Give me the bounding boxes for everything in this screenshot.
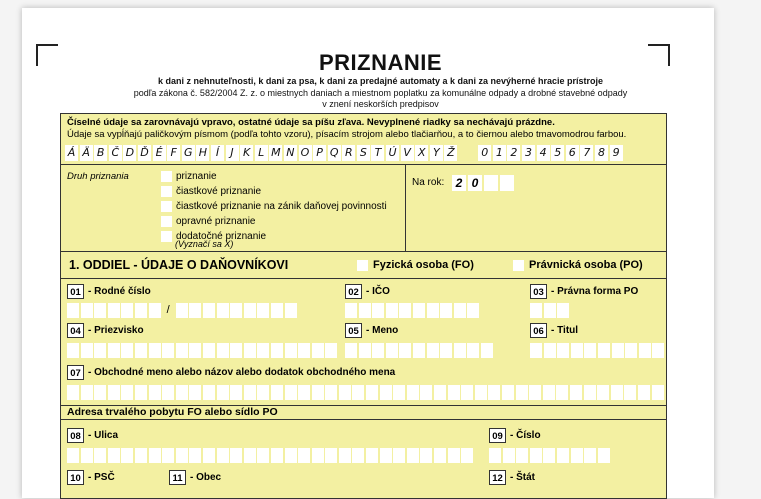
sample-char: Q — [328, 145, 341, 161]
input-cell[interactable] — [230, 448, 242, 463]
input-cell[interactable] — [285, 448, 297, 463]
input-cell[interactable] — [325, 448, 337, 463]
input-cell[interactable] — [121, 385, 133, 400]
sample-char: T — [371, 145, 384, 161]
sample-char: B — [94, 145, 107, 161]
input-cell[interactable] — [108, 385, 120, 400]
field-03-label — [530, 284, 638, 299]
input-cell[interactable] — [611, 385, 623, 400]
input-cell[interactable] — [557, 343, 569, 358]
sample-characters — [65, 145, 624, 161]
checkbox[interactable] — [513, 260, 524, 271]
cislo-input[interactable] — [489, 448, 611, 463]
input-cell[interactable] — [94, 343, 106, 358]
field-number: 02 — [345, 284, 362, 299]
input-cell[interactable] — [244, 343, 256, 358]
input-cell[interactable] — [189, 385, 201, 400]
sample-char: Ď — [138, 145, 151, 161]
input-cell[interactable] — [639, 343, 651, 358]
sample-char: 0 — [478, 145, 491, 161]
input-cell[interactable] — [176, 303, 188, 318]
input-cell[interactable] — [345, 303, 357, 318]
input-cell[interactable] — [176, 343, 188, 358]
input-cell[interactable] — [488, 385, 500, 400]
input-cell[interactable] — [380, 385, 392, 400]
sample-char: Y — [430, 145, 443, 161]
field-number: 12 — [489, 470, 506, 485]
input-cell[interactable] — [570, 385, 582, 400]
checkbox[interactable] — [161, 216, 172, 227]
input-cell[interactable] — [366, 448, 378, 463]
input-cell[interactable] — [386, 303, 398, 318]
input-cell[interactable] — [598, 448, 610, 463]
field-label: - Priezvisko — [88, 325, 144, 336]
input-cell[interactable] — [94, 385, 106, 400]
input-cell[interactable] — [612, 343, 624, 358]
sample-char: J — [226, 145, 239, 161]
sample-char: 8 — [595, 145, 608, 161]
druh-label: Druh priznania — [67, 171, 129, 182]
field-number: 06 — [530, 323, 547, 338]
input-cell[interactable] — [257, 343, 269, 358]
sample-char: R — [342, 145, 355, 161]
fo-label: Fyzická osoba (FO) — [373, 259, 474, 271]
address-title: Adresa trvalého pobytu FO alebo sídlo PO — [67, 406, 278, 418]
na-rok-label: Na rok: — [412, 177, 445, 188]
priezvisko-input[interactable] — [67, 343, 339, 358]
input-cell[interactable] — [440, 303, 452, 318]
field-number: 10 — [67, 470, 84, 485]
input-cell[interactable] — [544, 343, 556, 358]
input-cell[interactable] — [571, 343, 583, 358]
input-cell[interactable] — [67, 448, 79, 463]
year-digit-4[interactable] — [500, 175, 514, 191]
field-label: - PSČ — [88, 472, 115, 483]
input-cell[interactable] — [203, 448, 215, 463]
option-priznanie[interactable] — [161, 171, 217, 182]
input-cell[interactable] — [203, 343, 215, 358]
input-cell[interactable] — [454, 303, 466, 318]
input-cell[interactable] — [359, 303, 371, 318]
input-cell[interactable] — [135, 448, 147, 463]
input-cell[interactable] — [571, 448, 583, 463]
input-cell[interactable] — [393, 385, 405, 400]
input-cell[interactable] — [176, 448, 188, 463]
field-10-label — [67, 470, 115, 485]
input-cell[interactable] — [271, 343, 283, 358]
form-subtitle-3: v znení neskorších predpisov — [322, 99, 439, 109]
input-cell[interactable] — [162, 343, 174, 358]
input-cell[interactable] — [638, 385, 650, 400]
obchodne-meno-input[interactable] — [67, 385, 665, 400]
form-subtitle-2: podľa zákona č. 582/2004 Z. z. o miestnych daniach a miestnom poplatku za komunálne odpady a drobné stavebné odpady — [133, 88, 628, 98]
input-cell[interactable] — [352, 448, 364, 463]
option-label: čiastkové priznanie na zánik daňovej povinnosti — [176, 201, 387, 212]
option-opravne[interactable] — [161, 216, 256, 227]
input-cell[interactable] — [544, 303, 556, 318]
field-label: - Titul — [551, 325, 579, 336]
input-cell[interactable] — [557, 303, 569, 318]
input-cell[interactable] — [489, 448, 501, 463]
field-08-label — [67, 428, 118, 443]
input-cell[interactable] — [189, 343, 201, 358]
input-cell[interactable] — [121, 303, 133, 318]
input-cell[interactable] — [81, 343, 93, 358]
input-cell[interactable] — [413, 303, 425, 318]
field-label: - Právna forma PO — [551, 286, 639, 297]
field-number: 04 — [67, 323, 84, 338]
sample-char: Č — [109, 145, 122, 161]
input-cell[interactable] — [420, 385, 432, 400]
input-cell[interactable] — [325, 343, 337, 358]
input-cell[interactable] — [448, 448, 460, 463]
field-label: - IČO — [366, 286, 390, 297]
input-cell[interactable] — [203, 385, 215, 400]
input-cell[interactable] — [285, 343, 297, 358]
input-cell[interactable] — [407, 448, 419, 463]
section-1-title: 1. ODDIEL - ÚDAJE O DAŇOVNÍKOVI — [69, 258, 289, 272]
druh-priznania-box — [60, 164, 406, 252]
sample-char: D — [123, 145, 136, 161]
input-cell[interactable] — [135, 385, 147, 400]
input-cell[interactable] — [461, 385, 473, 400]
sample-char: 9 — [610, 145, 623, 161]
input-cell[interactable] — [467, 303, 479, 318]
checkbox[interactable] — [161, 186, 172, 197]
input-cell[interactable] — [380, 448, 392, 463]
address-fields — [60, 419, 667, 499]
input-cell[interactable] — [149, 343, 161, 358]
taxpayer-fields — [60, 278, 667, 406]
input-cell[interactable] — [372, 303, 384, 318]
input-cell[interactable] — [584, 385, 596, 400]
sample-char: Ú — [386, 145, 399, 161]
input-cell[interactable] — [584, 343, 596, 358]
input-cell[interactable] — [271, 385, 283, 400]
year-input[interactable] — [452, 175, 516, 191]
sample-char: S — [357, 145, 370, 161]
input-cell[interactable] — [339, 448, 351, 463]
input-cell[interactable] — [121, 343, 133, 358]
sample-char: P — [313, 145, 326, 161]
sample-char: V — [401, 145, 414, 161]
field-04-label — [67, 323, 144, 338]
sample-char: Á — [65, 145, 78, 161]
field-06-label — [530, 323, 578, 338]
input-cell[interactable] — [230, 343, 242, 358]
sample-char: 4 — [537, 145, 550, 161]
input-cell[interactable] — [625, 343, 637, 358]
input-cell[interactable] — [203, 303, 215, 318]
input-cell[interactable] — [149, 448, 161, 463]
section-1-header — [60, 251, 667, 279]
input-cell[interactable] — [271, 303, 283, 318]
sample-char: 6 — [566, 145, 579, 161]
input-cell[interactable] — [298, 343, 310, 358]
checkbox[interactable] — [161, 201, 172, 212]
input-cell[interactable] — [530, 303, 542, 318]
input-cell[interactable] — [399, 343, 411, 358]
sample-char: 2 — [507, 145, 520, 161]
field-12-label — [489, 470, 535, 485]
pravnicka-osoba-option[interactable] — [513, 259, 643, 271]
input-cell[interactable] — [584, 448, 596, 463]
input-cell[interactable] — [420, 448, 432, 463]
sample-char: O — [299, 145, 312, 161]
input-cell[interactable] — [67, 343, 79, 358]
input-cell[interactable] — [217, 448, 229, 463]
input-cell[interactable] — [189, 448, 201, 463]
form-subtitle-1: k dani z nehnuteľnosti, k dani za psa, k dani za predajné automaty a k dani za nevýherné hracie prístroje — [157, 76, 604, 86]
input-cell[interactable] — [67, 385, 79, 400]
instructions-box — [60, 113, 667, 165]
checkbox[interactable] — [161, 171, 172, 182]
field-label: - Rodné číslo — [88, 286, 151, 297]
input-cell[interactable] — [298, 448, 310, 463]
input-cell[interactable] — [108, 303, 120, 318]
sample-char: 7 — [580, 145, 593, 161]
input-cell[interactable] — [556, 385, 568, 400]
input-cell[interactable] — [434, 385, 446, 400]
input-cell[interactable] — [94, 303, 106, 318]
input-cell[interactable] — [257, 448, 269, 463]
form-title: PRIZNANIE — [318, 50, 443, 75]
input-cell[interactable] — [149, 303, 161, 318]
input-cell[interactable] — [217, 385, 229, 400]
input-cell[interactable] — [543, 385, 555, 400]
input-cell[interactable] — [372, 343, 384, 358]
input-cell[interactable] — [230, 385, 242, 400]
input-cell[interactable] — [189, 303, 201, 318]
char-gap — [459, 145, 467, 161]
field-number: 01 — [67, 284, 84, 299]
field-02-label — [345, 284, 390, 299]
option-label: čiastkové priznanie — [176, 186, 262, 197]
meno-input[interactable] — [345, 343, 495, 358]
field-label: - Obchodné meno alebo názov alebo dodatok obchodného mena — [88, 367, 396, 378]
input-cell[interactable] — [81, 385, 93, 400]
input-cell[interactable] — [298, 385, 310, 400]
input-cell[interactable] — [339, 385, 351, 400]
input-cell[interactable] — [530, 343, 542, 358]
year-digit-2: 0 — [468, 175, 482, 191]
input-cell[interactable] — [81, 303, 93, 318]
input-cell[interactable] — [413, 343, 425, 358]
input-cell[interactable] — [312, 385, 324, 400]
input-cell[interactable] — [399, 303, 411, 318]
field-number: 11 — [169, 470, 186, 485]
input-cell[interactable] — [345, 343, 357, 358]
input-cell[interactable] — [94, 448, 106, 463]
input-cell[interactable] — [257, 385, 269, 400]
input-cell[interactable] — [503, 448, 515, 463]
sample-char: F — [167, 145, 180, 161]
sample-char: Ä — [80, 145, 93, 161]
input-cell[interactable] — [454, 343, 466, 358]
input-cell[interactable] — [440, 343, 452, 358]
field-11-label — [169, 470, 221, 485]
input-cell[interactable] — [557, 448, 569, 463]
sample-char: X — [415, 145, 428, 161]
input-cell[interactable] — [652, 343, 664, 358]
input-cell[interactable] — [285, 303, 297, 318]
input-cell[interactable] — [121, 448, 133, 463]
sample-char: L — [255, 145, 268, 161]
field-label: - Obec — [190, 472, 222, 483]
input-cell[interactable] — [244, 385, 256, 400]
field-05-label — [345, 323, 398, 338]
sample-char: 3 — [522, 145, 535, 161]
field-label: - Meno — [366, 325, 399, 336]
pravna-forma-input[interactable] — [530, 303, 571, 318]
input-cell[interactable] — [461, 448, 473, 463]
input-cell[interactable] — [162, 385, 174, 400]
input-cell[interactable] — [434, 448, 446, 463]
sample-char: Ž — [444, 145, 457, 161]
field-number: 09 — [489, 428, 506, 443]
sample-char: N — [284, 145, 297, 161]
fyzicka-osoba-option[interactable] — [357, 259, 474, 271]
field-09-label — [489, 428, 541, 443]
char-gap — [469, 145, 477, 161]
instruction-line-2: Údaje sa vypĺňajú paličkovým písmom (podľa tohto vzoru), písacím strojom alebo tlačiarňou, a to čiernou alebo tmavomodrou farbou. — [67, 129, 627, 140]
field-number: 05 — [345, 323, 362, 338]
sample-char: Í — [211, 145, 224, 161]
input-cell[interactable] — [427, 343, 439, 358]
option-label: priznanie — [176, 171, 217, 182]
titul-input[interactable] — [530, 343, 666, 358]
input-cell[interactable] — [135, 303, 147, 318]
input-cell[interactable] — [529, 385, 541, 400]
ulica-input[interactable] — [67, 448, 475, 463]
input-cell[interactable] — [285, 385, 297, 400]
sample-char: G — [182, 145, 195, 161]
sample-char: 1 — [493, 145, 506, 161]
sample-char: H — [196, 145, 209, 161]
input-cell[interactable] — [516, 385, 528, 400]
address-header — [60, 405, 667, 420]
input-cell[interactable] — [624, 385, 636, 400]
input-cell[interactable] — [244, 448, 256, 463]
input-cell[interactable] — [312, 448, 324, 463]
input-cell[interactable] — [502, 385, 514, 400]
input-cell[interactable] — [481, 343, 493, 358]
mark-note: (Vyznačí sa X) — [175, 239, 234, 249]
input-cell[interactable] — [149, 385, 161, 400]
sample-char: M — [271, 146, 281, 159]
input-cell[interactable] — [217, 303, 229, 318]
sample-char: 5 — [551, 145, 564, 161]
instruction-line-1: Číselné údaje sa zarovnávajú vpravo, ostatné údaje sa píšu zľava. Nevyplnené riadky sa nechávajú prázdne. — [67, 117, 555, 128]
checkbox[interactable] — [357, 260, 368, 271]
input-cell[interactable] — [217, 343, 229, 358]
input-cell[interactable] — [312, 343, 324, 358]
input-cell[interactable] — [598, 343, 610, 358]
input-cell[interactable] — [162, 448, 174, 463]
field-label: - Štát — [510, 472, 535, 483]
input-cell[interactable] — [516, 448, 528, 463]
input-cell[interactable] — [530, 448, 542, 463]
year-digit-3[interactable] — [484, 175, 498, 191]
input-cell[interactable] — [176, 385, 188, 400]
option-ciastkove-zanik[interactable] — [161, 201, 387, 212]
sample-char: K — [240, 145, 253, 161]
input-cell[interactable] — [597, 385, 609, 400]
input-cell[interactable] — [386, 343, 398, 358]
input-cell[interactable] — [427, 303, 439, 318]
rodne-cislo-input[interactable] — [67, 303, 298, 318]
input-cell[interactable] — [81, 448, 93, 463]
option-ciastkove[interactable] — [161, 186, 261, 197]
input-cell[interactable] — [448, 385, 460, 400]
na-rok-box — [405, 164, 667, 252]
option-label: dodatočné priznanie — [176, 231, 267, 242]
sample-char: É — [153, 145, 166, 161]
field-number: 03 — [530, 284, 547, 299]
input-cell[interactable] — [543, 448, 555, 463]
field-number: 07 — [67, 365, 84, 380]
input-cell[interactable] — [257, 303, 269, 318]
input-cell[interactable] — [359, 343, 371, 358]
input-cell[interactable] — [230, 303, 242, 318]
field-01-label — [67, 284, 151, 299]
option-label: opravné priznanie — [176, 216, 256, 227]
input-cell[interactable] — [475, 385, 487, 400]
input-cell[interactable] — [108, 343, 120, 358]
input-cell[interactable] — [352, 385, 364, 400]
input-cell[interactable] — [108, 448, 120, 463]
field-number: 08 — [67, 428, 84, 443]
input-cell[interactable] — [393, 448, 405, 463]
input-cell[interactable] — [652, 385, 664, 400]
ico-input[interactable] — [345, 303, 481, 318]
separator: / — [166, 304, 170, 316]
input-cell[interactable] — [135, 343, 147, 358]
field-07-label — [67, 365, 395, 380]
input-cell[interactable] — [325, 385, 337, 400]
input-cell[interactable] — [271, 448, 283, 463]
input-cell[interactable] — [366, 385, 378, 400]
input-cell[interactable] — [467, 343, 479, 358]
input-cell[interactable] — [407, 385, 419, 400]
input-cell[interactable] — [67, 303, 79, 318]
checkbox[interactable] — [161, 231, 172, 242]
field-label: - Ulica — [88, 430, 119, 441]
po-label: Právnická osoba (PO) — [529, 259, 643, 271]
year-digit-1: 2 — [452, 175, 466, 191]
field-label: - Číslo — [510, 430, 541, 441]
input-cell[interactable] — [244, 303, 256, 318]
